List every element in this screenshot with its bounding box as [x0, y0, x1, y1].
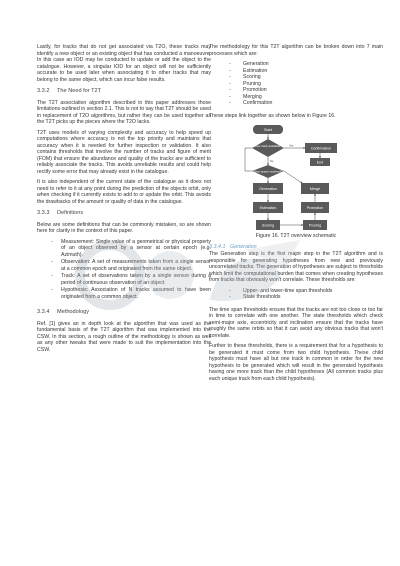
section-title: Generation [230, 243, 257, 250]
section-title: Methodology [57, 309, 90, 315]
decision-new-track-label [254, 144, 282, 148]
paragraph: Below are some definitions that can be commonly mistaken, so are shown here for clarity in the context of this paper. [37, 221, 211, 234]
list-item: - Observation: A set of measurements taken from a single sensor at a common epoch and originated from the same object. [51, 259, 211, 272]
t2t-flowchart [209, 123, 383, 231]
section-heading-3-3-3 [37, 210, 211, 217]
paragraph: The Generation step is the first major step in the T2T algorithm and is responsible for generating hypotheses from new and previously uncorrelated tracks. The generation of hypotheses are subject to thresholds which limit the computational burden that comes when creating hypotheses from tracks that obviously won't correlate. These thresholds are: [209, 251, 383, 283]
section-number: 3.3.4 [37, 309, 50, 315]
section-heading-3-3-4 [37, 309, 211, 316]
steps-list [209, 61, 383, 107]
list-item: - Scoring [229, 74, 383, 81]
list-item: - Measurement: Single value of a geometrical or physical property of an object observed by a sensor at certain epoch (e.g. Azimuth). [51, 239, 211, 259]
paragraph: These steps link together as shown below in Figure 16. [209, 112, 336, 119]
decision-new-track-label-text: New track available? [254, 144, 282, 148]
definitions-list [37, 239, 211, 301]
section-title: Definitions [57, 210, 84, 216]
list-item: - Confirmation [229, 100, 383, 107]
no-label: No [270, 160, 274, 163]
pruning-node-label: Pruning [308, 223, 322, 228]
list-item: - Hypothesis: Association of N tracks assumed to have been originated from a common object. [51, 287, 211, 300]
decision-new-track [252, 139, 284, 157]
section-heading-3-3-4-1 [209, 244, 383, 251]
list-item: - Promotion [229, 87, 383, 94]
estimation-node-label: Estimation [259, 206, 277, 210]
paragraph: T2T uses models of varying complexity and accuracy to help speed up computations where accuracy is not the top priority and maintains that accuracy when it is needed for further inspection or validation. It also contains thresholds that involve the number of tracks and figure of merit (FOM) that ensure the abundance and quality of the tracks are sufficient to reliably associate the tracks. This avoids unreliable results and could help rectify some error that may already exist in the catalogue. [37, 129, 211, 175]
start-node-label: Start [263, 128, 273, 133]
flowchart-svg [209, 123, 383, 231]
list-item: - Estimation [229, 68, 383, 75]
list-item: - Upper- and lower-time span thresholds [229, 288, 383, 295]
paragraph: It is also independent of the current state of the catalogue as it does not need to refer to it at any point during the prediction of the objects orbit, only when checking if it currently exists to add to or update the orbit. This avoids the drawbacks of the amount or quality of data in the catalogue. [37, 179, 211, 205]
merge-node-label: Merge [309, 187, 321, 191]
yes-label: Yes [289, 144, 294, 148]
paragraph: Ref. [1] gives an in depth look at the algorithm that was used as the fundamental basis of the T2T algorithm that was implemented into the CSW. In this section, a rough outline of the methodology is shown as well as any other tweaks that were made to suit the implementation into the CSW. [37, 320, 211, 353]
section-number: 3.3.4.1 [209, 243, 226, 250]
section-heading-3-3-2 [37, 88, 211, 95]
section-number: 3.3.2 [37, 88, 50, 94]
right-column [209, 44, 383, 386]
section-title: The Need for T2T [57, 88, 102, 94]
generation-node-label: Generation [259, 187, 277, 191]
figure-caption: Figure 16. T2T overview schematic [255, 233, 337, 239]
list-item: - Generation [229, 61, 383, 68]
list-item: - Merging [229, 94, 383, 101]
decision-new-space-label: New space reached? [253, 169, 283, 174]
end-node-label: End [316, 160, 324, 165]
intro-paragraph: Lastly, for tracks that do not get associated via T2O, these tracks may identify a new object or an existing object that has conducted a manoeuvre. In this case an IOD may be conducted to update or add the object to the catalogue. However, a singular IOD for an object will not be sufficiently accurate to be used later when associating it to other tracks that may belong to the same object, which can incur false results. [37, 44, 211, 83]
confirmation-node-label: Confirmation [310, 146, 332, 151]
left-column [37, 44, 211, 357]
thresholds-list [209, 288, 383, 301]
paragraph: Further to these thresholds, there is a requirement that for a hypothesis to be generated it must come from two child hypothesis. These child hypothesis must have all but one track in common in order for the new hypothesis to be generated which will result in the generated hypothesis having one more track than the child hypotheses (All common tracks plus each unique track from each child hypothesis). [209, 343, 383, 382]
paragraph: The time span thresholds ensure that the tracks are not too close or too far in time to correlate with one another. The state thresholds which check semi-major axis, eccentricity and inclination ensure that the tracks have roughly the same orbits so that it can avoid any obvious tracks that won't correlate. [209, 306, 383, 339]
list-item: - State thresholds [229, 294, 383, 301]
section-number: 3.3.3 [37, 210, 50, 216]
list-item: - Track: A set of observations taken by a single sensor during a period of continuous observation of an object. [51, 273, 211, 286]
list-item: - Pruning [229, 81, 383, 88]
paragraph: The T2T association algorithm described in this paper addresses those limitations outlined in section 2.1. This is not to say that T2T should be used in replacement of T2O algorithms, but rather they can be used together as the T2T picks up the pieces where the T2O lacks. [37, 99, 211, 125]
scoring-node-label: Scoring [261, 223, 275, 228]
paragraph: The methodology for this T2T algorithm can be broken down into 7 main processes which are: [209, 44, 383, 57]
promotion-node-label: Promotion [306, 206, 324, 210]
